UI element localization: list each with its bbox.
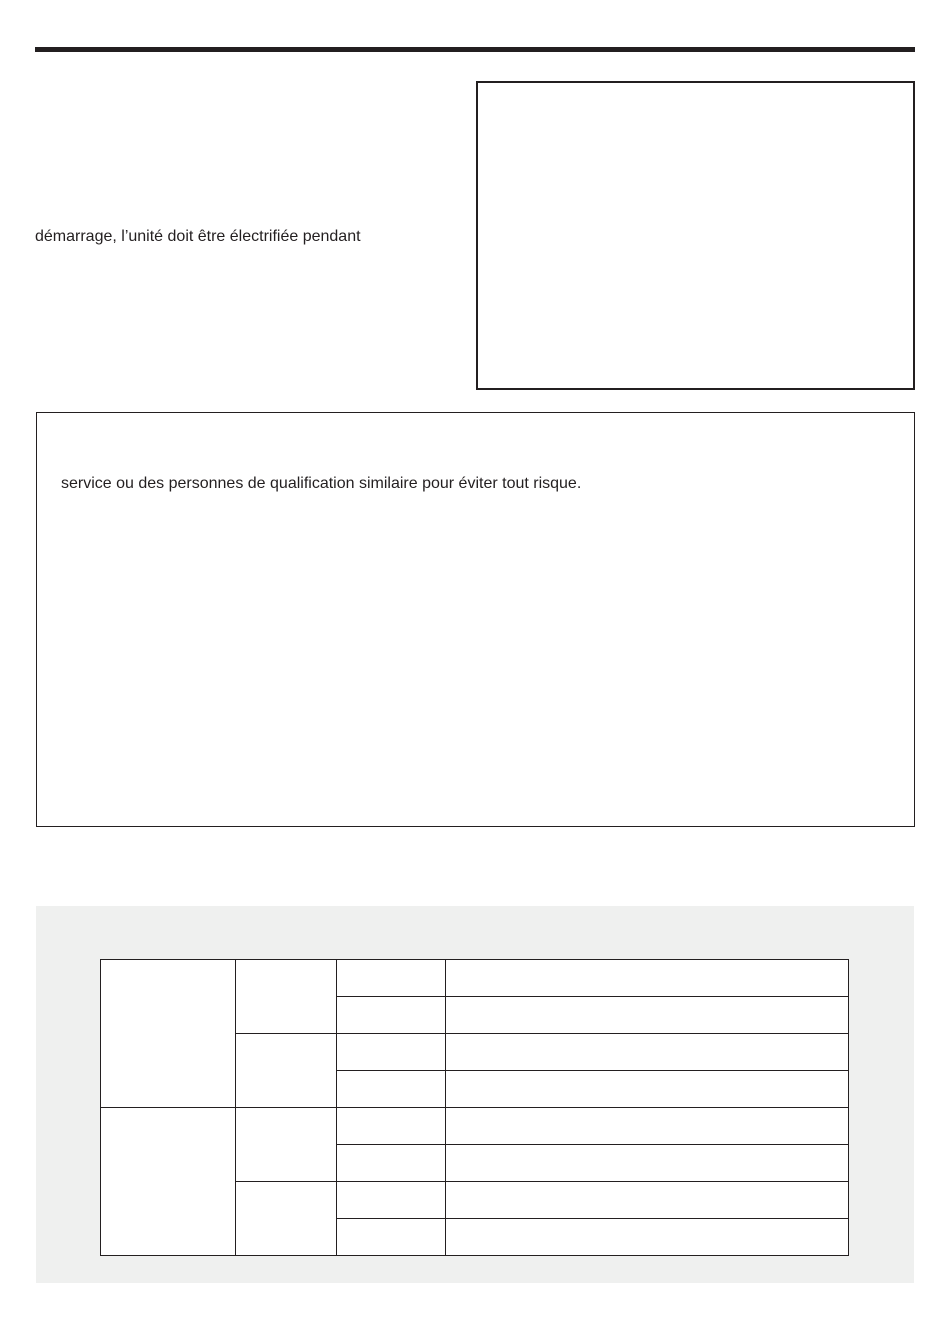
table-cell <box>337 997 446 1034</box>
body-text-startup: démarrage, l’unité doit être électrifiée pendant <box>35 228 361 245</box>
table-cell <box>236 1034 337 1108</box>
table-cell <box>446 1108 849 1145</box>
table-cell <box>337 1071 446 1108</box>
table-cell <box>446 1034 849 1071</box>
table-row <box>101 1108 849 1145</box>
table-cell <box>446 1071 849 1108</box>
table-cell <box>101 1108 236 1256</box>
table-row <box>101 960 849 997</box>
notice-box <box>476 81 915 390</box>
table-cell <box>337 1182 446 1219</box>
table-cell <box>446 1182 849 1219</box>
table-cell <box>101 960 236 1108</box>
table-cell <box>337 960 446 997</box>
warning-text: service ou des personnes de qualification similaire pour éviter tout risque. <box>61 475 582 492</box>
header-rule <box>35 47 915 52</box>
table-cell <box>337 1145 446 1182</box>
table-cell <box>446 1219 849 1256</box>
table-cell <box>446 997 849 1034</box>
table-cell <box>337 1108 446 1145</box>
table-cell <box>446 960 849 997</box>
table-cell <box>337 1219 446 1256</box>
spec-table <box>100 959 849 1256</box>
warning-box <box>36 412 915 827</box>
table-cell <box>446 1145 849 1182</box>
table-cell <box>236 1182 337 1256</box>
table-cell <box>337 1034 446 1071</box>
table-cell <box>236 960 337 1034</box>
table-cell <box>236 1108 337 1182</box>
